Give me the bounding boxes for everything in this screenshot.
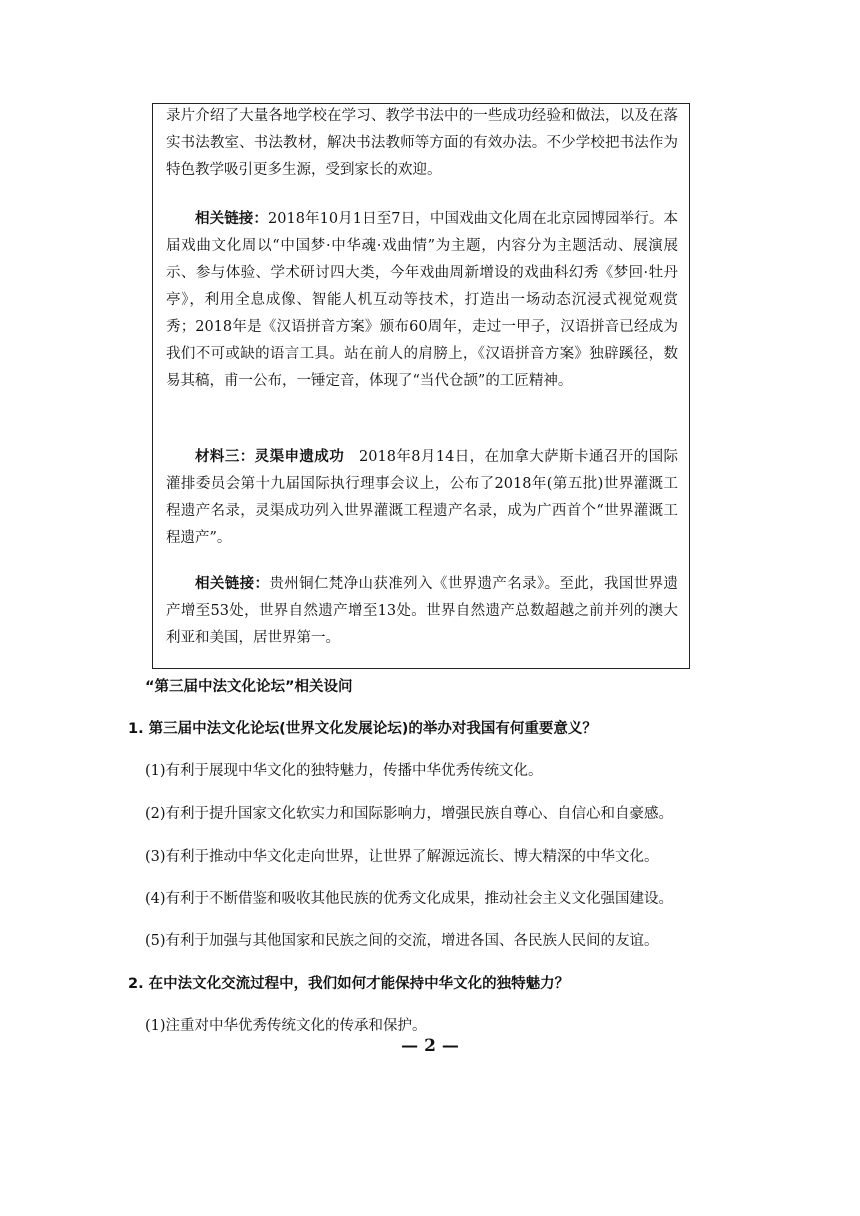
material-3-text: 2018年8月14日，在加拿大萨斯卡通召开的国际灌排委员会第十九届国际执行理事会议上，公布了2018年(第五批)世界灌溉工程遗产名录，灵渠成功列入世界灌溉工程遗产名录，成为广西首个“世界灌溉工程遗产”。 xyxy=(166,449,678,546)
page-number: — 2 — xyxy=(401,1036,459,1056)
related-link-label: 相关链接： xyxy=(195,211,269,227)
box-paragraph-1: 录片介绍了大量各地学校在学习、教学书法中的一些成功经验和做法，以及在落实书法教室、书法教材，解决书法教师等方面的有效办法。不少学校把书法作为特色教学吸引更多生源，受到家长的欢迎。 xyxy=(166,108,678,178)
answer-item: (3)有利于推动中华文化走向世界，让世界了解源远流长、博大精深的中华文化。 xyxy=(145,849,659,865)
related-link-text: 贵州铜仁梵净山获准列入《世界遗产名录》。至此，我国世界遗产增至53处，世界自然遗产增至13处。世界自然遗产总数超越之前并列的澳大利亚和美国，居世界第一。 xyxy=(166,576,679,646)
related-link-text: 2018年10月1日至7日，中国戏曲文化周在北京园博园举行。本届戏曲文化周以“中国梦·中华魂·戏曲情”为主题，内容分为主题活动、展演展示、参与体验、学术研讨四大类，今年戏曲周新增设的戏曲科幻秀《梦回·牡丹亭》，利用全息成像、智能人机互动等技术，打造出一场动态沉浸式视觉观赏秀；2018年是《汉语拼音方案》颁布60周年，走过一甲子，汉语拼音已经成为我们不可或缺的语言工具。站在前人的肩膀上，《汉语拼音方案》独辟蹊径，数易其稿，甫一公布，一锤定音，体现了“当代仓颉”的工匠精神。 xyxy=(166,211,678,389)
related-link-2 xyxy=(166,571,678,652)
question-2: 2. 在中法文化交流过程中，我们如何才能保持中华文化的独特魅力？ xyxy=(128,976,570,992)
section-title: “第三届中法文化论坛”相关设问 xyxy=(145,679,353,695)
related-link-1 xyxy=(166,206,678,395)
question-1: 1. 第三届中法文化论坛(世界文化发展论坛)的举办对我国有何重要意义？ xyxy=(128,721,597,737)
answer-item: (2)有利于提升国家文化软实力和国际影响力，增强民族自尊心、自信心和自豪感。 xyxy=(145,806,674,822)
answer-item: (1)有利于展现中华文化的独特魅力，传播中华优秀传统文化。 xyxy=(145,763,543,779)
related-link-label: 相关链接： xyxy=(195,576,270,592)
material-3-label: 材料三：灵渠申遗成功 xyxy=(195,449,345,465)
answer-item: (5)有利于加强与其他国家和民族之间的交流，增进各国、各民族人民间的友谊。 xyxy=(145,933,659,949)
material-3 xyxy=(166,444,678,552)
answer-item: (1)注重对中华优秀传统文化的传承和保护。 xyxy=(145,1018,427,1034)
answer-item: (4)有利于不断借鉴和吸收其他民族的优秀文化成果，推动社会主义文化强国建设。 xyxy=(145,891,674,907)
